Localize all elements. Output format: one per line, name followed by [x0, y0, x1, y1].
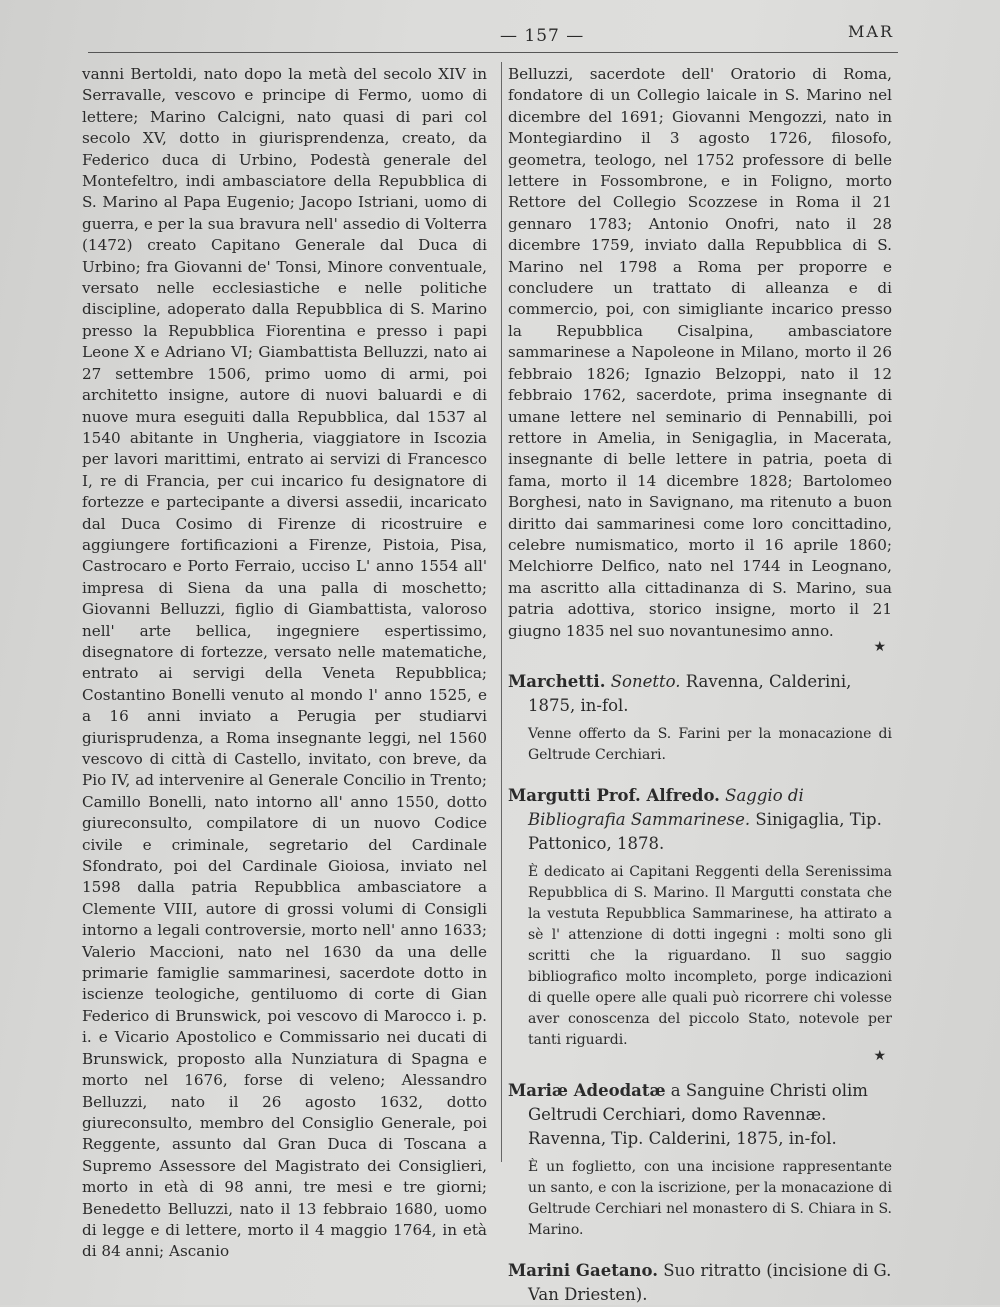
star-ornament: ★: [873, 1047, 886, 1064]
entry-imprint: Sinigaglia, Tip. Pattonico, 1878.: [528, 809, 882, 853]
entry-imprint: a Sanguine Christi olim Geltrudi Cerchiari, domo Ravennæ. Ravenna, Tip. Calderini, 1875, in-fol.: [528, 1080, 868, 1148]
entry-note: È dedicato ai Capitani Reggenti della Serenissima Repubblica di S. Marino. Il Margutti constata che la vestuta Repubblica Sammarinese, ha attirato a sè l' attenzione di dotti ingegni : molti sono gli scritti che la riguardano. Il suo saggio bibliografico molto incompleto, porge indicazioni di quelle opere alle quali può ricorrere chi volesse aver conoscenza del piccolo Stato, notevole per tanti riguardi.: [528, 863, 892, 1048]
page-number: — 157 —: [500, 26, 585, 46]
entry-imprint: Suo ritratto (incisione di G. Van Driesten).: [528, 1260, 892, 1304]
bibliography-entry: [508, 784, 892, 1064]
entry-imprint: Ravenna, Calderini, 1875, in-fol.: [528, 671, 852, 715]
entry-heading: [508, 784, 892, 856]
entry-heading: [508, 1259, 892, 1307]
left-column: [82, 64, 487, 1263]
entry-author: Marchetti.: [508, 671, 606, 691]
entry-heading: [508, 1079, 892, 1151]
bibliography-entry: [508, 1079, 892, 1241]
left-column-text: vanni Bertoldi, nato dopo la metà del secolo XIV in Serravalle, vescovo e principe di Fermo, uomo di lettere; Marino Calcigni, nato quasi di pari col secolo XV, dotto in giurisprendenza, creato, da Federico duca di Urbino, Podestà generale del Montefeltro, indi ambasciatore della Repubblica di S. Marino al Papa Eugenio; Jacopo Istriani, uomo di guerra, e per la sua bravura nell' assedio di Volterra (1472) creato Capitano Generale dal Duca di Urbino; fra Giovanni de' Tonsi, Minore conventuale, versato nelle ecclesiastiche e nelle politiche discipline, adoperato dalla Repubblica di S. Marino presso la Repubblica Fiorentina e presso i papi Leone X e Adriano VI; Giambattista Belluzzi, nato ai 27 settembre 1506, primo uomo di armi, poi architetto insigne, autore di nuovi baluardi e di nuove mura eseguiti dalla Repubblica, dal 1537 al 1540 abitante in Ungheria, viaggiatore in Iscozia per lavori marittimi, entrato ai servizi di Francesco I, re di Francia, per cui incarico fu designatore di fortezze e partecipante a diversi assedii, incaricato dal Duca Cosimo di Firenze di ricostruire e aggiungere fortificazioni a Firenze, Pistoia, Pisa, Castrocaro e Porto Ferraio, ucciso L' anno 1554 all' impresa di Siena da una palla di moschetto; Giovanni Belluzzi, figlio di Giambattista, valoroso nell' arte bellica, ingegniere espertissimo, disegnatore di fortezze, versato nelle matematiche, entrato ai servigi della Veneta Repubblica; Costantino Bonelli venuto al mondo l' anno 1525, e a 16 anni inviato a Perugia per studiarvi giurisprudenza, a Roma insegnante leggi, nel 1560 vescovo di città di Castello, invitato, con breve, da Pio IV, ad intervenire al Generale Concilio in Trento; Camillo Bonelli, nato intorno all' anno 1550, dotto giureconsulto, compilatore di un nuovo Codice civile e criminale, segretario del Cardinale Sfondrato, poi del Cardinale Gioiosa, inviato nel 1598 dalla patria Repubblica ambasciatore a Clemente VIII, autore di grossi volumi di Consigli intorno a legali controversie, morto nell' anno 1633; Valerio Maccioni, nato nel 1630 da una delle primarie famiglie sammarinesi, sacerdote dotto in iscienze teologiche, gentiluomo di corte di Gian Federico di Brunswick, poi vescovo di Marocco i. p. i. e Vicario Apostolico e Commissario nei ducati di Brunswick, proposto alla Nunziatura di Spagna e morto nel 1676, forse di veleno; Alessandro Belluzzi, nato il 26 agosto 1632, dotto giureconsulto, membro del Consiglio Generale, poi Reggente, assunto dal Gran Duca di Toscana a Supremo Assessore del Magistrato dei Consiglieri, morto in età di 98 anni, tre mesi e tre giorni; Benedetto Belluzzi, nato il 13 febbraio 1680, uomo di legge e di lettere, morto il 4 maggio 1764, in età di 84 anni; Ascanio: [82, 65, 487, 1261]
entry-author: Mariæ Adeodatæ: [508, 1080, 666, 1100]
entry-title: Saggio di Bibliografia Sammarinese.: [528, 785, 804, 829]
star-ornament: ★: [873, 638, 886, 655]
bibliography-entry: [508, 670, 892, 766]
right-column-continuation: Belluzzi, sacerdote dell' Oratorio di Roma, fondatore di un Collegio laicale in S. Marino nel dicembre del 1691; Giovanni Mengozzi, nato in Montegiardino il 3 agosto 1726, filosofo, geometra, teologo, nel 1752 professore di belle lettere in Fossombrone, e in Foligno, morto Rettore del Collegio Scozzese in Roma il 21 gennaro 1783; Antonio Onofri, nato il 28 dicembre 1759, inviato dalla Repubblica di S. Marino nel 1798 a Roma per proporre e concludere un trattato di alleanza e di commercio, poi, con simigliante incarico presso la Repubblica Cisalpina, ambasciatore sammarinese a Napoleone in Milano, morto il 26 febbraio 1826; Ignazio Belzoppi, nato il 12 febbraio 1762, sacerdote, prima insegnante di umane lettere nel seminario di Pennabilli, poi rettore in Amelia, in Senigaglia, in Macerata, insegnante di belle lettere in patria, poeta di fama, morto il 14 dicembre 1828; Bartolomeo Borghesi, nato in Savignano, ma ritenuto a buon diritto dai sammarinesi come loro concittadino, celebre numismatico, morto il 16 aprile 1860; Melchiorre Delfico, nato nel 1744 in Leognano, ma ascritto alla cittadinanza di S. Marino, sua patria adottiva, storico insigne, morto il 21 giugno 1835 nel suo novantunesimo anno.: [508, 65, 892, 640]
column-divider: [501, 62, 502, 1162]
right-column: [508, 64, 892, 1307]
entry-note: Venne offerto da S. Farini per la monacazione di Geltrude Cerchiari.: [528, 725, 892, 763]
running-head: MAR: [848, 22, 894, 41]
entry-author: Margutti Prof. Alfredo.: [508, 785, 720, 805]
entry-title: Sonetto.: [610, 671, 681, 691]
entry-author: Marini Gaetano.: [508, 1260, 658, 1280]
page-header: [80, 22, 900, 52]
entry-note: È un foglietto, con una incisione rappresentante un santo, e con la iscrizione, per la monacazione di Geltrude Cerchiari nel monastero di S. Chiara in S. Marino.: [528, 1158, 892, 1238]
header-rule: [88, 52, 898, 53]
entry-heading: [508, 670, 892, 718]
bibliography-entry: [508, 1259, 892, 1307]
